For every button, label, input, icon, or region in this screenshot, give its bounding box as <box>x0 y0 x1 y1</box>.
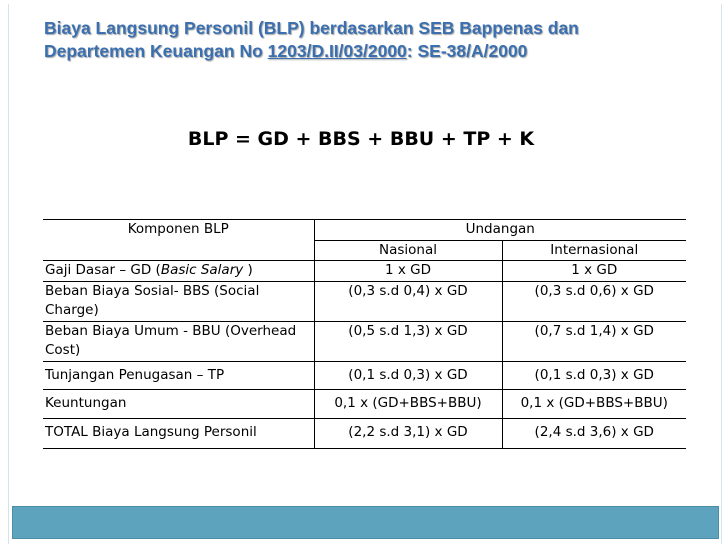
row-nasional: (0,3 s.d 0,4) x GD <box>314 281 502 321</box>
footer-bar <box>12 506 719 539</box>
slide-title <box>44 17 704 63</box>
table-row <box>43 321 686 361</box>
table-row <box>43 390 686 419</box>
title-line-2 <box>44 40 704 63</box>
table-row <box>43 361 686 390</box>
header-undangan: Undangan <box>314 220 686 241</box>
row-nasional: 1 x GD <box>314 261 502 282</box>
row-internasional: 0,1 x (GD+BBS+BBU) <box>502 390 686 419</box>
row-label <box>43 261 314 282</box>
table-row <box>43 261 686 282</box>
blp-formula <box>0 128 728 150</box>
header-component: Komponen BLP <box>43 220 314 261</box>
title-line-2-prefix: Departemen Keuangan No <box>44 41 268 61</box>
header-internasional: Internasional <box>502 240 686 261</box>
row-label: Beban Biaya Umum - BBU (Overhead Cost) <box>43 321 314 361</box>
title-reference-number: 1203/D.II/03/2000 <box>267 41 407 61</box>
row-label: Tunjangan Penugasan – TP <box>43 361 314 390</box>
title-line-1: Biaya Langsung Personil (BLP) berdasarkan SEB Bappenas dan <box>44 18 579 38</box>
row-label: Keuntungan <box>43 390 314 419</box>
blp-components-table <box>43 219 686 449</box>
row-label-italic: Basic Salary <box>160 262 244 278</box>
formula-text: BLP = GD + BBS + BBU + TP + K <box>187 128 535 150</box>
row-nasional: (0,5 s.d 1,3) x GD <box>314 321 502 361</box>
table-row <box>43 418 686 449</box>
row-nasional: 0,1 x (GD+BBS+BBU) <box>314 390 502 419</box>
row-nasional: (2,2 s.d 3,1) x GD <box>314 418 502 449</box>
row-label-prefix: Gaji Dasar – GD ( <box>45 262 161 278</box>
row-internasional: (0,7 s.d 1,4) x GD <box>502 321 686 361</box>
row-label: Beban Biaya Sosial- BBS (Social Charge) <box>43 281 314 321</box>
title-line-2-suffix: : SE-38/A/2000 <box>406 41 528 61</box>
table-row <box>43 281 686 321</box>
row-nasional: (0,1 s.d 0,3) x GD <box>314 361 502 390</box>
row-label-suffix: ) <box>243 262 253 278</box>
row-internasional: (0,1 s.d 0,3) x GD <box>502 361 686 390</box>
row-internasional: (0,3 s.d 0,6) x GD <box>502 281 686 321</box>
header-nasional: Nasional <box>314 240 502 261</box>
row-internasional: (2,4 s.d 3,6) x GD <box>502 418 686 449</box>
row-label: TOTAL Biaya Langsung Personil <box>43 418 314 449</box>
table-header-row-1 <box>43 220 686 241</box>
row-internasional: 1 x GD <box>502 261 686 282</box>
